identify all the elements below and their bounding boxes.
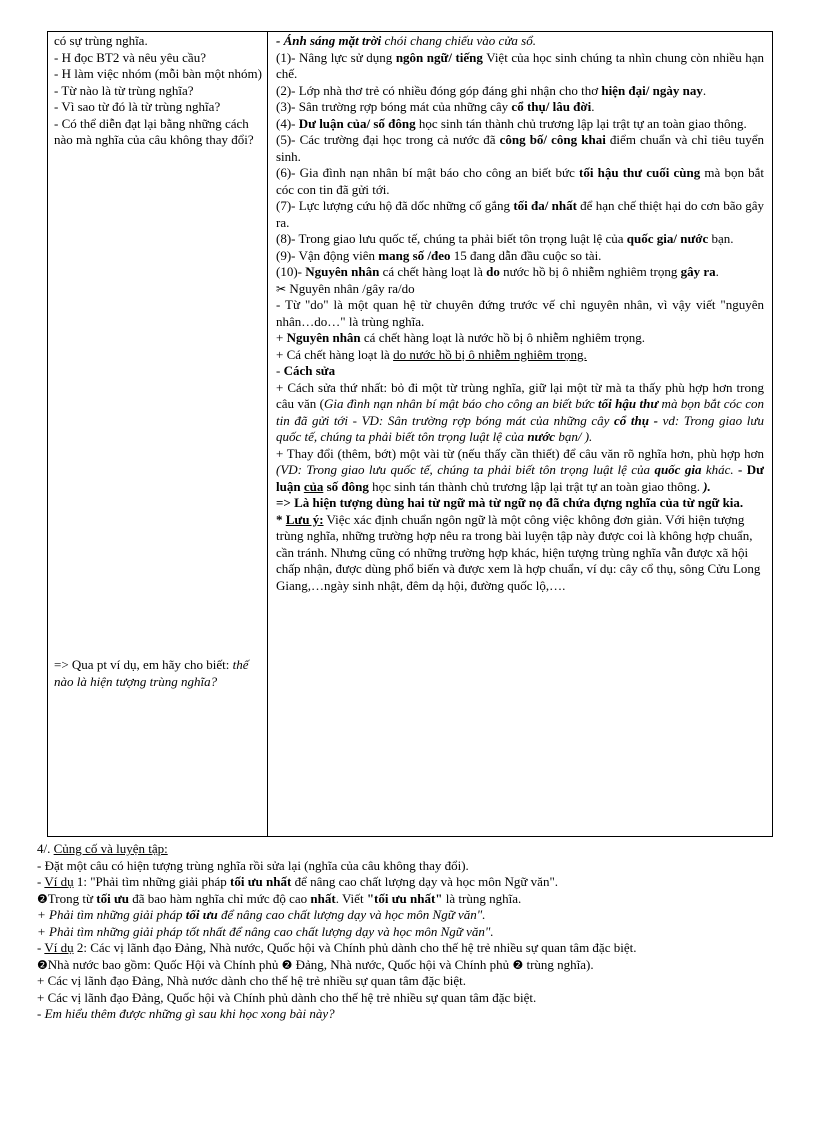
text: mà bọn bắt cóc con tin đã gửi tới. <box>276 165 764 197</box>
text-bold: công bố/ công khai <box>499 132 606 147</box>
text: . Viết <box>335 890 367 906</box>
text-bold: tối hậu thư cuối cùng <box>579 165 701 180</box>
text-bold: tối đa/ nhất <box>513 198 577 213</box>
text-bold: Nguyên nhân <box>286 330 361 345</box>
definition: => Là hiện tượng dùng hai từ ngữ mà từ ngữ nọ đã chứa đựng nghĩa của từ ngữ kia. <box>276 495 744 510</box>
scissors-icon: ✂ <box>276 281 287 296</box>
text-bold: quốc gia/ nước <box>626 231 709 246</box>
fix-method-1 <box>276 380 764 446</box>
text-bold: mang số /đeo <box>378 247 451 263</box>
note-label: Lưu ý: <box>285 511 324 527</box>
heading-underlined: Củng cố và luyện tập: <box>53 841 168 856</box>
example-1-fix-1 <box>37 907 781 924</box>
sentence-6 <box>276 165 764 198</box>
example-1 <box>37 874 781 891</box>
text-italic: khác. <box>701 462 734 477</box>
sentence-4 <box>276 116 764 133</box>
text-underlined: Ví dụ <box>44 874 74 889</box>
text-bold: Cách sửa <box>283 363 336 378</box>
sentence-7 <box>276 198 764 231</box>
bullet-two-icon: ❷ <box>281 957 293 972</box>
bullet-two-icon: ❷ <box>37 957 48 972</box>
text: cá chết hàng loạt là <box>379 264 487 279</box>
example-2-analysis <box>37 957 781 974</box>
text: - <box>37 874 45 889</box>
text-italic: Gia đình nạn nhân bí mật báo cho công an biết bức <box>323 396 598 411</box>
text: 4/. <box>37 841 54 856</box>
text: điểm chuẩn và chỉ tiêu tuyển sinh. <box>276 132 765 164</box>
text: đã bao hàm nghĩa chỉ mức độ cao <box>128 890 311 906</box>
text-bold-italic: quốc gia <box>654 462 702 477</box>
text: (1)- Nâng lực sử dụng <box>276 49 396 65</box>
text: để hạn chế thiệt hại do cơn bão gây ra. <box>276 198 764 230</box>
text-bold: * <box>276 511 286 527</box>
text-bold-italic: cổ thụ - <box>614 412 658 428</box>
sentence-1 <box>276 50 764 83</box>
text-bold-italic: nước <box>527 429 556 444</box>
text: 2: Các vị lãnh đạo Đảng, Nhà nước, Quốc hội và Chính phủ dành cho thế hệ trẻ nhiều sự quan tâm đặc biệt. <box>73 940 637 955</box>
sentence-3 <box>276 99 764 116</box>
text: Việt của học sinh chúng ta nhìn chung còn nhiều hạn chế. <box>276 49 765 81</box>
text: 15 đang dẫn đầu cuộc so tài. <box>450 247 602 263</box>
teacher-activity-column <box>48 32 268 836</box>
text: + <box>276 330 287 345</box>
sentence-8 <box>276 231 764 248</box>
fix-heading <box>276 363 764 380</box>
text-italic: mà bọn bắt cóc con tin đã gửi tới - VD: Sân trường rợp bóng mát của những cây <box>276 396 764 428</box>
example-2 <box>37 940 781 957</box>
text-bold-italic: tối hậu thư <box>598 396 659 411</box>
example-1-fix-2: + Phải tìm những giải pháp tốt nhất để nâng cao chất lượng dạy và học môn Ngữ văn". <box>37 923 494 939</box>
text-italic: (VD: Trong giao lưu quốc tế, chúng ta phải biết tôn trọng luật lệ của <box>276 462 655 477</box>
text-bold: cổ thụ/ lâu đời <box>511 99 592 114</box>
text: Trong từ <box>47 890 97 906</box>
text: + Thay đổi (thêm, bớt) một vài từ (nếu thấy cần thiết) để câu văn rõ nghĩa hơn, phù hợp hơn <box>276 445 764 461</box>
section-heading <box>37 841 781 858</box>
text: + Phải tìm những giải pháp <box>37 907 186 922</box>
reflection-question: - Em hiểu thêm được những gì sau khi học xong bài này? <box>37 1006 335 1021</box>
example-heading <box>276 33 764 50</box>
left-line: - H đọc BT2 và nêu yêu cầu? <box>54 49 206 65</box>
left-line: - Từ nào là từ trùng nghĩa? <box>54 82 194 98</box>
text: (5)- Các trường đại học trong cả nước đã <box>276 132 500 147</box>
text-bold-underlined: của <box>303 478 324 494</box>
text: Nhà nước bao gồm: Quốc Hội và Chính phủ <box>47 956 282 972</box>
text: + Cách sửa thứ nhất: bỏ đi một từ trùng nghĩa, giữ lại một từ mà ta thấy phù hợp hơn trong câu văn ( <box>276 379 764 411</box>
text: Đảng, Nhà nước, Quốc hội và Chính phủ <box>292 956 513 972</box>
text: cá chết hàng loạt là nước hồ bị ô nhiễm nghiêm trọng. <box>360 330 645 345</box>
text: là trùng nghĩa. <box>442 890 522 906</box>
text: (2)- Lớp nhà thơ trẻ có nhiều đóng góp đáng ghi nhận cho thơ <box>276 82 602 98</box>
text-bold: gây ra <box>680 264 716 279</box>
example-2-fix-2: + Các vị lãnh đạo Đảng, Quốc hội và Chính phủ dành cho thế hệ trẻ nhiều sự quan tâm đặc biệt. <box>37 989 537 1005</box>
left-line: có sự trùng nghĩa. <box>54 33 148 48</box>
text: để nâng cao chất lượng dạy và học môn Ngữ văn". <box>217 907 486 922</box>
bullet-two-icon: ❷ <box>37 891 48 906</box>
text: trùng nghĩa). <box>523 956 594 972</box>
text: . <box>715 264 719 279</box>
text: để nâng cao chất lượng dạy và học môn Ngữ văn". <box>291 874 559 889</box>
correction-1 <box>276 330 764 347</box>
note-text: Việc xác định chuẩn ngôn ngữ là một công việc không đơn giản. Với hiện tượng trùng nghĩa, những trường hợp nêu ra trong bài luyện tập này được coi là không hợp chuẩn, cần tránh. Nhưng cũng có những trường hợp khác, hiện tượng trùng nghĩa vẫn được xã hội chấp nhận, được dùng phổ biến và được xem là hợp chuẩn, ví dụ: cây cổ thụ, sông Cửu Long Giang,…ngày sinh nhật, đêm dạ hội, đường quốc lộ,…. <box>276 511 761 593</box>
text-bold: Nguyên nhân <box>305 264 380 279</box>
bullet-two-icon: ❷ <box>512 957 524 972</box>
text: nước hồ bị ô nhiễm nghiêm trọng <box>499 264 681 279</box>
heading-rest: chói chang chiếu vào cửa sổ. <box>381 33 536 48</box>
text: (8)- Trong giao lưu quốc tế, chúng ta phải biết tôn trọng luật lệ của <box>276 231 627 246</box>
heading-bold: - Ánh sáng mặt trời <box>276 33 382 48</box>
left-line: - Vì sao từ đó là từ trùng nghĩa? <box>54 99 221 114</box>
explanation: - Từ "do" là một quan hệ từ chuyên đứng trước vế chỉ nguyên nhân, vì vậy viết "nguyên nhân…do…" là trùng nghĩa. <box>276 297 764 329</box>
text: (3)- Sân trường rợp bóng mát của những cây <box>276 99 512 114</box>
sentence-5 <box>276 132 764 165</box>
example-2-fix-1: + Các vị lãnh đạo Đảng, Nhà nước dành cho thế hệ trẻ nhiều sự quan tâm đặc biệt. <box>37 973 466 988</box>
example-1-analysis <box>37 891 781 908</box>
redundancy-words <box>276 281 764 298</box>
text: (6)- Gia đình nạn nhân bí mật báo cho công an biết bức <box>276 165 579 180</box>
text: 1: "Phải tìm những giải pháp <box>73 874 231 889</box>
text: (10)- <box>276 264 306 279</box>
text-underlined: Ví dụ <box>44 940 74 955</box>
text-underlined: do nước hồ bị ô nhiễm nghiêm trọng. <box>393 346 587 362</box>
definition-question <box>54 657 263 690</box>
sentence-2 <box>276 83 764 100</box>
text: (7)- Lực lượng cứu hộ đã dốc những cố gắng <box>276 198 514 213</box>
lesson-table <box>47 31 773 837</box>
consolidation-section <box>37 841 781 1023</box>
text-bold: hiện đại/ ngày nay <box>601 82 703 98</box>
text: . <box>702 82 707 98</box>
text-bold: ngôn ngữ/ tiếng <box>395 49 483 65</box>
text: - <box>37 940 45 955</box>
text-bold: số đông <box>323 478 369 494</box>
text-bold-italic: ). <box>703 478 711 494</box>
text: (9)- Vận động viên <box>276 247 379 263</box>
left-line: - H làm việc nhóm (mỗi bàn một nhóm) <box>54 66 262 81</box>
text: Nguyên nhân /gây ra/do <box>286 280 415 296</box>
text: . <box>591 99 595 114</box>
sentence-10 <box>276 264 764 281</box>
text: (4)- <box>276 115 299 131</box>
text: - <box>276 363 284 378</box>
sentence-9 <box>276 248 764 265</box>
left-line: - Có thể diễn đạt lại bằng những cách nào mà nghĩa của câu không thay đổi? <box>54 115 254 147</box>
question-italic: thế nào là hiện tượng trùng nghĩa? <box>54 657 249 689</box>
text: học sinh tán thành chủ trương lập lại trật tự an toàn giao thông. <box>415 115 747 131</box>
text-bold: Dư luận của/ số đông <box>298 115 416 131</box>
question-prefix: => Qua pt ví dụ, em hãy cho biết: <box>54 657 233 672</box>
text: bạn. <box>708 231 734 246</box>
text-bold: tối ưu nhất <box>230 874 292 889</box>
text-bold: "tối ưu nhất" <box>366 890 443 906</box>
text-bold: - Dư luận <box>276 462 764 494</box>
fix-method-2 <box>276 446 764 496</box>
text-bold: tối ưu <box>96 890 129 906</box>
footer-line: - Đặt một câu có hiện tượng trùng nghĩa rồi sửa lại (nghĩa của câu không thay đổi). <box>37 857 469 873</box>
note <box>276 512 764 595</box>
text: + Cá chết hàng loạt là <box>276 346 394 362</box>
text-italic: vd: Trong giao lưu quốc tế, chúng ta phải biết tôn trọng luật lệ của <box>276 412 764 444</box>
correction-2 <box>276 347 764 364</box>
text-bold: nhất <box>310 890 336 906</box>
content-column <box>268 32 772 836</box>
text-bold: tối ưu <box>185 907 218 922</box>
text-bold: do <box>486 264 500 279</box>
text-italic: bạn/ ). <box>555 429 593 444</box>
text: học sinh tán thành chủ trương lập lại trật tự an toàn giao thông. <box>368 478 704 494</box>
